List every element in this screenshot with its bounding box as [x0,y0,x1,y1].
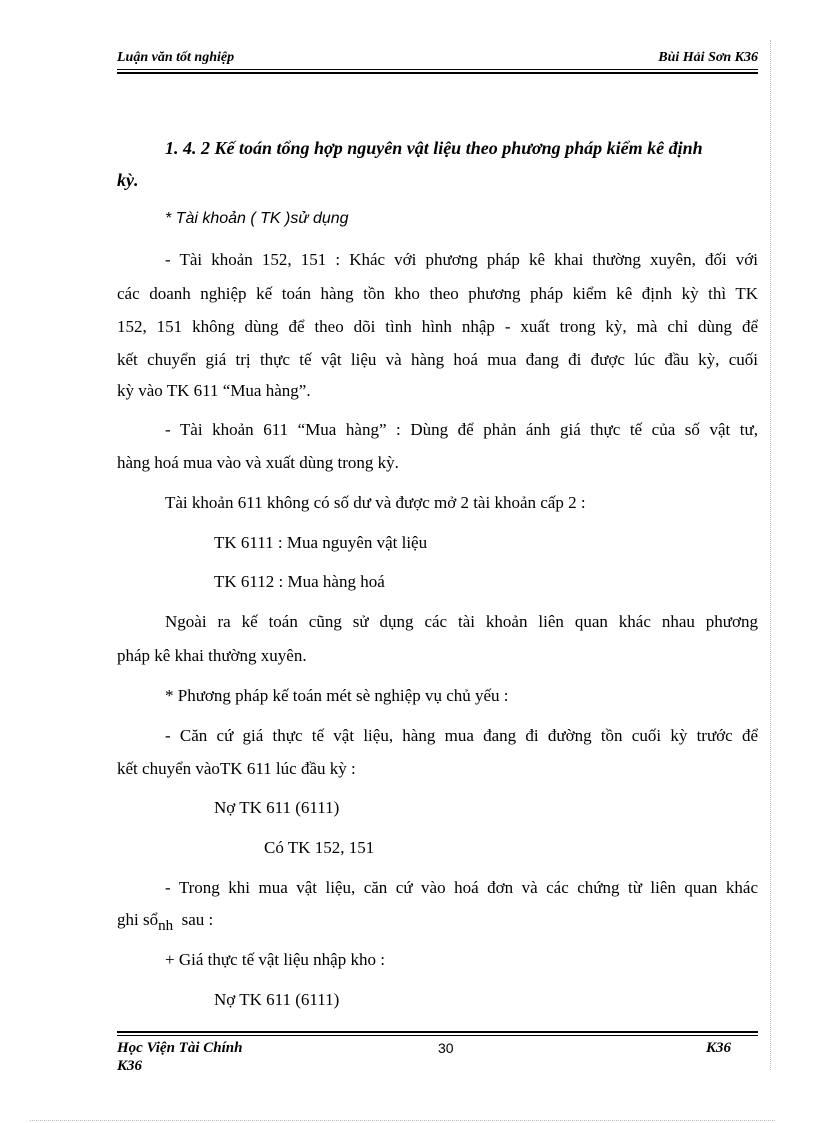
para-2-line-1: - Tài khoản 611 “Mua hàng” : Dùng để phản ánh giá thực tế của số vật tư, [165,420,758,439]
para-2-line-2: hàng hoá mua vào và xuất dùng trong kỳ. [117,453,399,472]
para-7-text-c: sau : [181,910,214,929]
account-6112: TK 6112 : Mua hàng hoá [214,572,385,591]
subheading: * Tài khoản ( TK )sử dụng [165,210,349,227]
header-left: Luận văn tốt nghiệp [117,50,235,65]
para-6-line-1: - Căn cứ giá thực tế vật liệu, hàng mua đang đi đường tồn cuối kỳ trước để [165,726,758,745]
para-5: * Phương pháp kế toán mét sè nghiệp vụ chủ yếu : [165,686,509,705]
para-4-line-1: Ngoài ra kế toán cũng sử dụng các tài khoản liên quan khác nhau phương [165,612,758,631]
para-7-text-a: ghi sổ [117,910,159,929]
para-7-line-2 [117,910,214,934]
account-6111: TK 6111 : Mua nguyên vật liệu [214,533,428,552]
page-edge-bottom [30,1120,775,1121]
section-title: 1. 4. 2 Kế toán tổng hợp nguyên vật liệu theo phương pháp kiểm kê định [165,138,703,158]
para-7-text-b: nh [158,918,174,934]
para-1-line-5: kỳ vào TK 611 “Mua hàng”. [117,381,311,400]
footer-left-2: K36 [117,1058,143,1074]
para-4-line-2: pháp kê khai thường xuyên. [117,646,307,665]
footer-right: K36 [706,1040,732,1056]
para-1-line-3: 152, 151 không dùng để theo dõi tình hình nhập - xuất trong kỳ, mà chỉ dùng để [117,317,758,336]
footer-rule-thick [117,1031,758,1033]
page-number: 30 [438,1040,454,1056]
header-right: Bùi Hải Sơn K36 [658,50,758,65]
footer-left: Học Viện Tài Chính [117,1040,243,1056]
para-8: + Giá thực tế vật liệu nhập kho : [165,950,385,969]
para-6-line-2: kết chuyển vàoTK 611 lúc đầu kỳ : [117,759,356,778]
para-1-line-1: - Tài khoản 152, 151 : Khác với phương pháp kê khai thường xuyên, đối với [165,250,758,269]
footer-rule-thin [117,1035,758,1036]
para-1-line-4: kết chuyển giá trị thực tế vật liệu và hàng hoá mua đang đi được lúc đầu kỳ, cuối [117,350,758,369]
para-1-line-2: các doanh nghiệp kế toán hàng tồn kho theo phương pháp kiểm kê định kỳ thì TK [117,284,758,303]
entry-credit-1: Có TK 152, 151 [264,838,375,857]
entry-debit-1: Nợ TK 611 (6111) [214,798,340,817]
para-3: Tài khoản 611 không có số dư và được mở 2 tài khoản cấp 2 : [165,493,586,512]
para-7-line-1: - Trong khi mua vật liệu, căn cứ vào hoá đơn và các chứng từ liên quan khác [165,878,758,897]
page-edge-right [770,40,774,1070]
entry-debit-2: Nợ TK 611 (6111) [214,990,340,1009]
header-rule-thin [117,69,758,70]
header-rule-thick [117,72,758,74]
section-title-cont: kỳ. [117,170,139,190]
